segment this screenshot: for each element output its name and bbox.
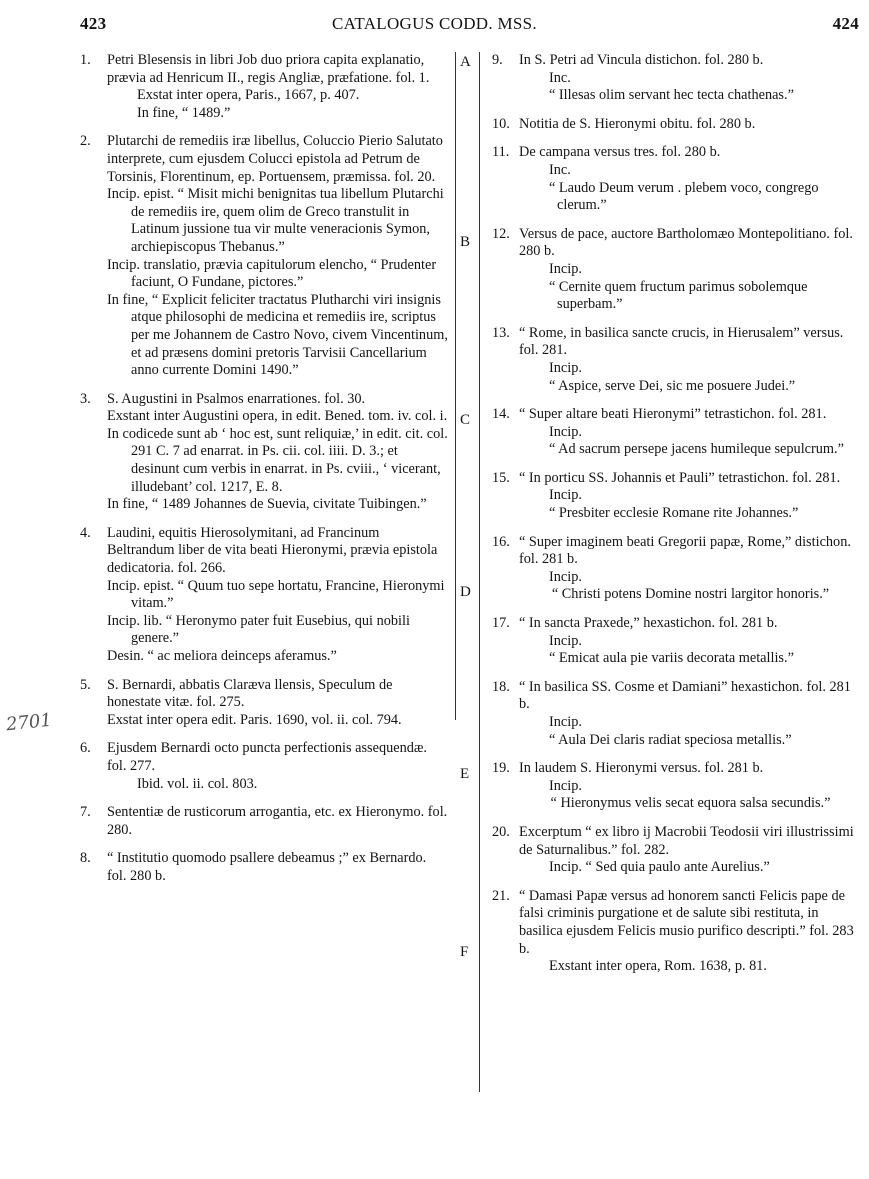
entry-number: 13. bbox=[492, 324, 510, 341]
column-divider-left bbox=[455, 52, 456, 720]
entry-detail: Incip. lib. “ Heronymo pater fuit Eusebius, qui nobili genere.” bbox=[107, 612, 410, 647]
entry-number: 10. bbox=[492, 115, 510, 132]
entry-heading: S. Bernardi, abbatis Claræva llensis, Speculum de honestate vitæ. fol. 275. bbox=[107, 676, 393, 711]
catalogue-entry bbox=[492, 760, 862, 813]
entry-number: 6. bbox=[80, 740, 91, 757]
catalogue-entry bbox=[492, 470, 862, 523]
catalogue-entry bbox=[492, 144, 862, 214]
entry-heading: Excerptum “ ex libro ij Macrobii Teodosii viri illustrissimi de Saturnalibus.” fol. 282. bbox=[519, 823, 854, 858]
catalogue-entry bbox=[492, 226, 862, 314]
entry-detail: Incip. bbox=[549, 260, 582, 277]
entry-detail: Incip. epist. “ Quum tuo sepe hortatu, Francine, Hieronymi vitam.” bbox=[107, 577, 445, 612]
page-number-right: 424 bbox=[832, 14, 859, 33]
entry-number: 14. bbox=[492, 406, 510, 423]
entry-detail: Incip. “ Sed quia paulo ante Aurelius.” bbox=[549, 859, 770, 876]
section-letter: A bbox=[460, 54, 471, 70]
entry-heading: In laudem S. Hieronymi versus. fol. 281 b. bbox=[519, 760, 764, 777]
entry-detail: Exstant inter Augustini opera, in edit. Bened. tom. iv. col. i. bbox=[107, 408, 448, 425]
entry-detail: Inc. bbox=[549, 161, 571, 178]
entry-detail: “ Christi potens Domine nostri largitor honoris.” bbox=[551, 586, 830, 603]
catalogue-entry bbox=[80, 804, 448, 839]
catalogue-entry bbox=[492, 406, 862, 459]
entry-number: 20. bbox=[492, 823, 510, 840]
entry-detail: Ibid. vol. ii. col. 803. bbox=[137, 775, 258, 792]
entry-number: 16. bbox=[492, 533, 510, 550]
entry-heading: Petri Blesensis in libri Job duo priora capita explanatio, prævia ad Henricum II., regis Angliæ, præfatione. fol. 1. bbox=[107, 52, 430, 86]
entry-heading: “ In sancta Praxede,” hexastichon. fol. 281 b. bbox=[519, 615, 778, 632]
catalogue-entry bbox=[492, 116, 862, 134]
entry-detail: In fine, “ Explicit feliciter tractatus Plutharchi viri insignis atque philosophi de medicina et remediis ire, scriptus per me Johannem de Castro Novo, civem Vincentinum, et ad præsens domini pretoris Tarvisii Cancellarium anno currente Domini 1490.” bbox=[107, 291, 448, 379]
entry-heading: Sententiæ de rusticorum arrogantia, etc. ex Hieronymo. fol. 280. bbox=[107, 804, 448, 838]
catalogue-entry bbox=[80, 525, 448, 666]
entry-heading: “ In porticu SS. Johannis et Pauli” tetrastichon. fol. 281. bbox=[519, 469, 841, 486]
entry-detail: Desin. “ ac meliora deinceps aferamus.” bbox=[107, 648, 337, 664]
catalogue-entry bbox=[80, 740, 448, 793]
entry-detail: “ Hieronymus velis secat equora salsa secundis.” bbox=[550, 795, 831, 812]
entry-number: 8. bbox=[80, 850, 91, 867]
entry-detail: “ Cernite quem fructum parimus sobolemque superbam.” bbox=[549, 278, 808, 313]
entry-heading: “ Institutio quomodo psallere debeamus ;” ex Bernardo. fol. 280 b. bbox=[107, 850, 427, 884]
entry-detail: Incip. bbox=[549, 777, 582, 794]
entry-number: 1. bbox=[80, 52, 91, 68]
entry-detail: Exstat inter opera, Paris., 1667, p. 407. bbox=[137, 87, 360, 104]
entry-detail: Incip. bbox=[549, 359, 582, 376]
entry-number: 5. bbox=[80, 676, 91, 693]
section-letter: B bbox=[460, 234, 471, 250]
column-divider-right bbox=[479, 52, 480, 1092]
entry-detail: “ Aula Dei claris radiat speciosa metallis.” bbox=[549, 731, 792, 748]
entry-heading: “ Super imaginem beati Gregorii papæ, Rome,” distichon. fol. 281 b. bbox=[519, 533, 851, 568]
entry-heading: Ejusdem Bernardi octo puncta perfectionis assequendæ. fol. 277. bbox=[107, 740, 427, 774]
entry-detail: In fine, “ 1489.” bbox=[137, 104, 231, 121]
entry-detail: Exstat inter opera edit. Paris. 1690, vol. ii. col. 794. bbox=[107, 711, 402, 728]
entry-number: 11. bbox=[492, 144, 510, 161]
entry-heading: “ Rome, in basilica sancte crucis, in Hierusalem” versus. fol. 281. bbox=[519, 324, 844, 359]
left-column bbox=[80, 52, 448, 897]
running-title: CATALOGUS CODD. MSS. bbox=[332, 14, 537, 33]
entry-detail: Incip. bbox=[549, 487, 582, 504]
entry-detail: “ Illesas olim servant hec tecta chathenas.” bbox=[549, 87, 794, 104]
catalogue-entry bbox=[80, 133, 448, 379]
catalogue-entry bbox=[492, 325, 862, 395]
entry-detail: Incip. bbox=[549, 632, 582, 649]
entry-detail: “ Aspice, serve Dei, sic me posuere Judei.” bbox=[549, 377, 796, 394]
catalogue-entry bbox=[80, 677, 448, 730]
entry-heading: Laudini, equitis Hierosolymitani, ad Francinum Beltrandum liber de vita beati Hieronymi, prævia epistola dedicatoria. fol. 266. bbox=[107, 524, 438, 577]
entry-number: 17. bbox=[492, 615, 510, 632]
entry-number: 15. bbox=[492, 469, 510, 486]
entry-heading: Versus de pace, auctore Bartholomæo Montepolitiano. fol. 280 b. bbox=[519, 225, 853, 260]
entry-heading: “ Super altare beati Hieronymi” tetrastichon. fol. 281. bbox=[519, 406, 827, 423]
margin-annotation: 2701 bbox=[5, 709, 53, 736]
entry-number: 7. bbox=[80, 804, 91, 821]
entry-number: 19. bbox=[492, 760, 510, 777]
entry-detail: Incip. translatio, prævia capitulorum elencho, “ Prudenter faciunt, O Fundane, pictores.” bbox=[107, 256, 437, 291]
entry-detail: Exstant inter opera, Rom. 1638, p. 81. bbox=[549, 958, 767, 975]
catalogue-entry bbox=[80, 52, 448, 122]
catalogue-entry bbox=[492, 824, 862, 877]
catalogue-entry bbox=[80, 391, 448, 514]
entry-number: 3. bbox=[80, 390, 91, 407]
entry-number: 21. bbox=[492, 887, 510, 904]
entry-detail: Incip. bbox=[549, 568, 582, 585]
entry-detail: “ Ad sacrum persepe jacens humileque sepulcrum.” bbox=[549, 441, 844, 458]
page-number-left: 423 bbox=[80, 14, 107, 33]
section-letter: C bbox=[460, 412, 471, 428]
entry-number: 18. bbox=[492, 678, 510, 695]
entry-heading: In S. Petri ad Vincula distichon. fol. 280 b. bbox=[519, 52, 764, 68]
entry-heading: Notitia de S. Hieronymi obitu. fol. 280 b. bbox=[519, 115, 756, 132]
entry-heading: De campana versus tres. fol. 280 b. bbox=[519, 144, 721, 161]
entry-detail: In codicede sunt ab ‘ hoc est, sunt reliquiæ,’ in edit. cit. col. 291 C. 7 ad enarrat. in Ps. cii. col. iiii. D. 3.; et desinunt cum verbis in enarrat. in Ps. cviii., ‘ vicerant, illudebant’ col. 1217, E. 8. bbox=[107, 425, 448, 495]
entry-heading: “ In basilica SS. Cosme et Damiani” hexastichon. fol. 281 b. bbox=[519, 678, 851, 713]
entry-detail: “ Presbiter ecclesie Romane rite Johannes.” bbox=[549, 505, 799, 522]
entry-heading: S. Augustini in Psalmos enarrationes. fol. 30. bbox=[107, 390, 366, 407]
catalogue-entry bbox=[492, 615, 862, 668]
entry-detail: Inc. bbox=[549, 69, 571, 86]
section-letter: F bbox=[460, 944, 469, 960]
entry-detail: Incip. bbox=[549, 714, 582, 730]
catalogue-entry bbox=[492, 534, 862, 604]
catalogue-entry bbox=[492, 52, 862, 105]
entry-number: 4. bbox=[80, 524, 91, 541]
catalogue-entry bbox=[492, 679, 862, 749]
section-letter: E bbox=[460, 766, 470, 782]
section-letter: D bbox=[460, 584, 471, 600]
entry-detail: Incip. bbox=[549, 423, 582, 440]
catalogue-entry bbox=[80, 850, 448, 885]
entry-heading: Plutarchi de remediis iræ libellus, Coluccio Pierio Salutato interprete, cum ejusdem Colucci epistola ad Petrum de Torsinis, Florentinum, ep. Portuensem, præmissa. fol. 20. bbox=[107, 133, 443, 185]
catalogue-entry bbox=[492, 888, 862, 976]
entry-number: 2. bbox=[80, 133, 91, 150]
right-column bbox=[492, 52, 862, 987]
entry-number: 12. bbox=[492, 225, 510, 242]
entry-detail: Incip. epist. “ Misit michi benignitas tua libellum Plutarchi de remediis ire, quem olim de Greco transtulit in Latinum jussione tua vir multe veneracionis Symon, archiepiscopus Thebanus.” bbox=[107, 186, 444, 255]
entry-detail: In fine, “ 1489 Johannes de Suevia, civitate Tuibingen.” bbox=[107, 496, 427, 513]
entry-detail: “ Emicat aula pie variis decorata metallis.” bbox=[549, 650, 794, 667]
entry-number: 9. bbox=[492, 52, 503, 68]
entry-detail: “ Laudo Deum verum . plebem voco, congrego clerum.” bbox=[549, 179, 819, 214]
entry-heading: “ Damasi Papæ versus ad honorem sancti Felicis pape de falsi criminis purgatione et de salute sibi restituta, in basilica ejusdem Felicis musio purifico descripti.” fol. 283 b. bbox=[519, 887, 854, 957]
